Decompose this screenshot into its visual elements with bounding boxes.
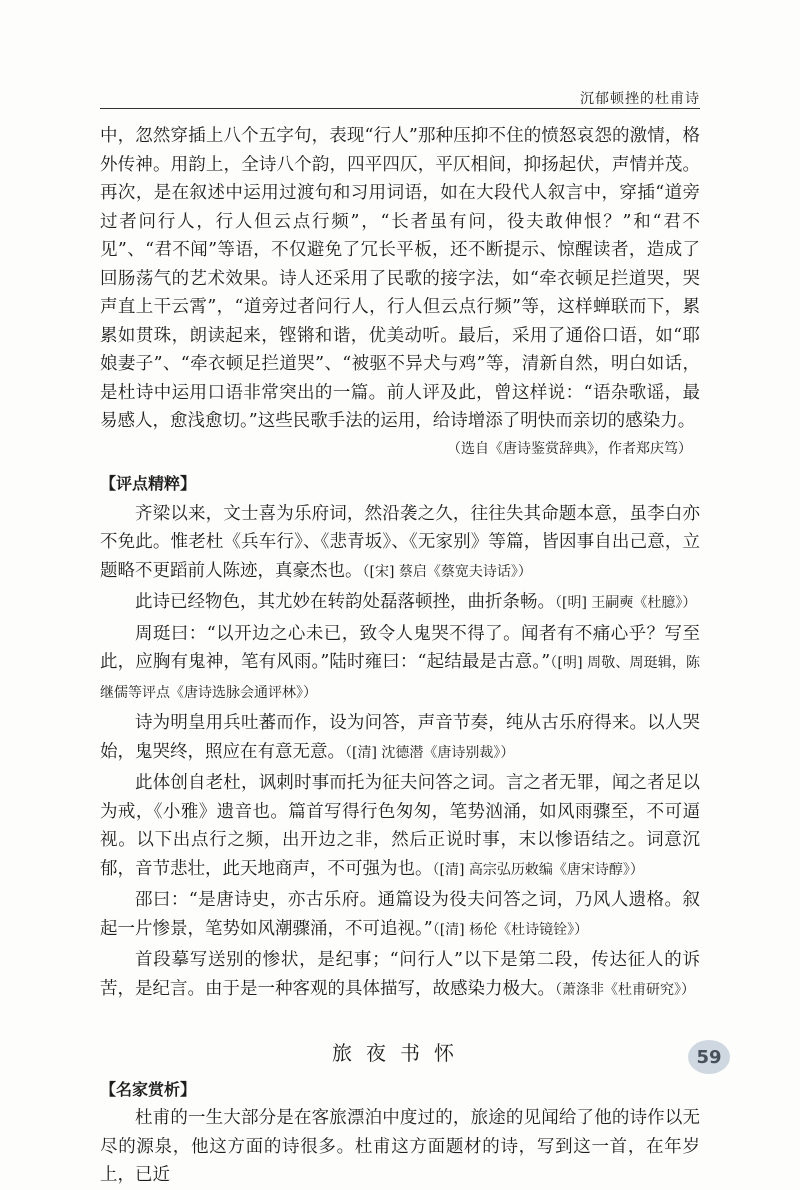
commentary-text: 周珽曰：“以开边之心未已，致令人鬼哭不得了。闻者有不痛心乎？写至此，应胸有鬼神，笔有风雨。”陆时雍曰：“起结最是古意。” — [100, 623, 700, 672]
commentary-text: 诗为明皇用兵吐蕃而作，设为问答，声音节奏，纯从古乐府得来。以人哭始，鬼哭终，照应在有意无意。 — [100, 713, 700, 762]
commentary-source: （[清] 高宗弘历敕编《唐宋诗醇》） — [432, 861, 644, 878]
intro-paragraph: 中，忽然穿插上八个五字句，表现“行人”那种压抑不住的愤怒哀怨的激情，格外传神。用韵上，全诗八个韵，四平四仄，平仄相间，抑扬起伏，声情并茂。再次，是在叙述中运用过渡句和习用词语，如在大段代人叙言中，穿插“道旁过者问行人，行人但云点行频”，“长者虽有问，役夫敢伸恨？”和“君不见”、“君不闻”等语，不仅避免了冗长平板，还不断提示、惊醒读者，造成了回肠荡气的艺术效果。诗人还采用了民歌的接字法，如“牵衣顿足拦道哭，哭声直上干云霄”，“道旁过者问行人，行人但云点行频”等，这样蝉联而下，累累如贯珠，朗读起来，铿锵和谐，优美动听。最后，采用了通俗口语，如“耶娘妻子”、“牵衣顿足拦道哭”、“被驱不异犬与鸡”等，清新自然，明白如话，是杜诗中运用口语非常突出的一篇。前人评及此，曾这样说：“语杂歌谣，最易感人，愈浅愈切。”这些民歌手法的运用，给诗增添了明快而亲切的感染力。 — [100, 126, 700, 431]
page-number-badge — [688, 1040, 730, 1074]
appreciation-heading: 【名家赏析】 — [100, 1080, 197, 1099]
commentary-source: （[清] 杨伦《杜诗镜铨》） — [432, 921, 589, 938]
commentary-source: （萧涤非《杜甫研究》） — [555, 981, 695, 998]
commentary-item — [100, 946, 700, 1004]
commentary-item — [100, 500, 700, 587]
running-header-title: 沉郁顿挫的杜甫诗 — [580, 91, 700, 107]
appreciation-paragraph: 杜甫的一生大部分是在客旅漂泊中度过的，旅途的见闻给了他的诗作以无尽的源泉，他这方面的诗很多。杜甫这方面题材的诗，写到这一首，在年岁上，已近 — [100, 1108, 700, 1185]
commentary-source: （[清] 沈德潜《唐诗别裁》） — [345, 744, 515, 761]
intro-citation: （选自《唐诗鉴赏辞典》，作者郑庆笃） — [447, 440, 692, 457]
commentary-heading: 【评点精粹】 — [100, 473, 197, 493]
commentary-text: 首段摹写送别的惨状，是纪事；“问行人”以下是第二段，传达征人的诉苦，是纪言。由于是一种客观的具体描写，故感染力极大。 — [100, 950, 700, 999]
header-rule — [100, 108, 700, 109]
poem-title: 旅夜书怀 — [332, 1041, 468, 1065]
commentary-item — [100, 886, 700, 944]
commentary-item — [100, 709, 700, 767]
page-number: 59 — [696, 1046, 722, 1068]
commentary-text: 邵曰：“是唐诗史，亦古乐府。通篇设为役夫问答之词，乃风人遗格。叙起一片惨景，笔势如风潮骤涌，不可追视。” — [100, 890, 700, 939]
page-content — [100, 122, 700, 1190]
commentary-item — [100, 620, 700, 708]
commentary-source: （[宋] 蔡启《蔡宽夫诗话》） — [362, 563, 532, 580]
commentary-text: 齐梁以来，文士喜为乐府词，然沿袭之久，往往失其命题本意，虽李白亦不免此。惟老杜《兵车行》、《悲青坂》、《无家别》等篇，皆因事自出己意，立题略不更蹈前人陈迹，真豪杰也。 — [100, 503, 700, 581]
commentary-text: 此诗已经物色，其尤妙在转韵处磊落顿挫，曲折条畅。 — [135, 592, 555, 612]
commentary-item — [100, 588, 700, 618]
commentary-text: 此体创自老杜，讽刺时事而托为征夫问答之词。言之者无罪，闻之者足以为戒，《小雅》遗音也。篇首写得行色匆匆，笔势汹涌，如风雨骤至，不可逼视。以下出点行之频，出开边之非，然后正说时事，末以惨语结之。词意沉郁，音节悲壮，此天地商声，不可强为也。 — [100, 773, 700, 879]
commentary-source: （[明] 周敬、周珽辑，陈继儒等评点《唐诗选脉会通评林》） — [100, 655, 701, 701]
commentary-item — [100, 769, 700, 884]
commentary-source: （[明] 王嗣奭《杜臆》） — [555, 595, 697, 611]
